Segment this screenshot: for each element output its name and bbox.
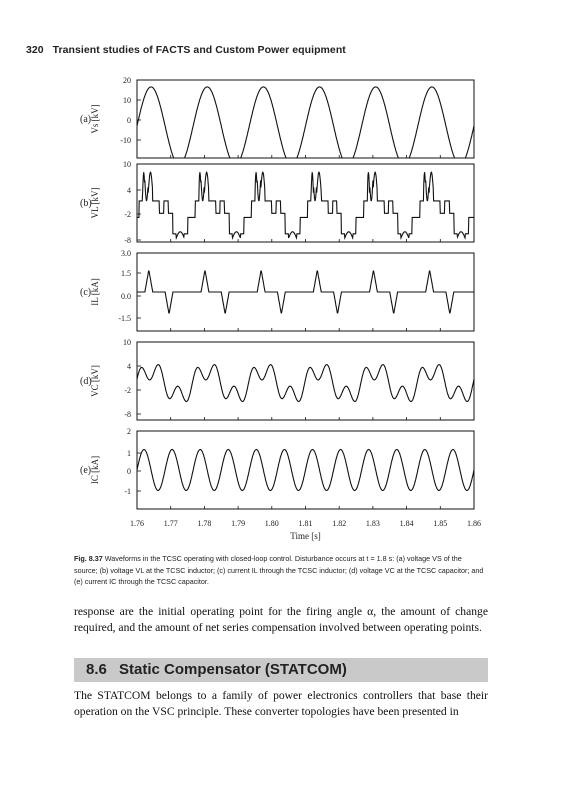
x-tick-label: 1.79 bbox=[231, 519, 246, 528]
y-axis-label: VL [kV] bbox=[90, 187, 100, 219]
y-tick-label: 2 bbox=[127, 427, 131, 436]
waveform-line bbox=[137, 450, 474, 491]
x-tick-label: 1.85 bbox=[433, 519, 448, 528]
panel-label: (c) bbox=[80, 287, 92, 298]
y-tick-label: 10 bbox=[123, 160, 131, 169]
section-heading bbox=[74, 658, 488, 682]
waveform-line bbox=[137, 271, 474, 313]
x-tick-label: 1.82 bbox=[332, 519, 347, 528]
section-title: Static Compensator (STATCOM) bbox=[119, 661, 347, 678]
waveform-line bbox=[137, 365, 474, 402]
y-tick-label: -1.5 bbox=[118, 314, 131, 323]
figure-label: Fig. 8.37 bbox=[74, 554, 103, 563]
running-title: Transient studies of FACTS and Custom Power equipment bbox=[52, 44, 346, 56]
panel-label: (a) bbox=[80, 114, 92, 125]
x-tick-label: 1.84 bbox=[399, 519, 414, 528]
y-tick-label: 0 bbox=[127, 467, 131, 476]
panel-label: (b) bbox=[80, 198, 92, 209]
figure-caption-text: Waveforms in the TCSC operating with closed-loop control. Disturbance occurs at t = 1.8 s: (a) voltage VS of the source; (b) voltage VL at the TCSC inductor; (c) current IL through the TCSC inductor; (d) voltage VC at the TCSC capacitor; and (e) current IC through the TCSC capacitor. bbox=[74, 554, 484, 587]
y-axis-label: Vs [kV] bbox=[90, 104, 100, 134]
y-tick-label: 10 bbox=[123, 338, 131, 347]
x-axis-label: Time [s] bbox=[290, 531, 321, 541]
x-tick-label: 1.76 bbox=[130, 519, 144, 528]
x-tick-label: 1.81 bbox=[298, 519, 313, 528]
y-tick-label: 0.0 bbox=[121, 292, 131, 301]
y-axis-label: IC [kA] bbox=[90, 455, 100, 485]
y-axis-label: IL [kA] bbox=[90, 278, 100, 306]
page-number: 320 bbox=[26, 44, 44, 56]
y-tick-label: -8 bbox=[124, 236, 131, 245]
y-tick-label: 0 bbox=[127, 116, 131, 125]
y-tick-label: 4 bbox=[127, 186, 131, 195]
waveform-line bbox=[137, 172, 474, 238]
body-paragraph-1: response are the initial operating point for the firing angle α, the amount of change required, and the amount of net series compensation involved between operating points. bbox=[74, 605, 488, 634]
y-tick-label: -2 bbox=[124, 210, 131, 219]
x-tick-label: 1.83 bbox=[365, 519, 380, 528]
y-tick-label: 4 bbox=[127, 362, 131, 371]
waveform-line bbox=[137, 87, 474, 158]
x-tick-label: 1.86 bbox=[467, 519, 481, 528]
y-tick-label: 20 bbox=[123, 76, 131, 85]
panel-label: (d) bbox=[80, 376, 92, 387]
y-tick-label: 3.0 bbox=[121, 249, 131, 258]
y-tick-label: 1 bbox=[127, 449, 131, 458]
figure-caption bbox=[74, 553, 484, 588]
y-axis-label: VC [kV] bbox=[90, 365, 100, 397]
plot-frame bbox=[137, 80, 474, 158]
y-tick-label: -8 bbox=[124, 410, 131, 419]
x-tick-label: 1.77 bbox=[163, 519, 178, 528]
y-tick-label: -2 bbox=[124, 386, 131, 395]
body-paragraph-2: The STATCOM belongs to a family of power electronics controllers that base their operation on the VSC principle. These converter topologies have been presented in bbox=[74, 689, 488, 718]
x-tick-label: 1.78 bbox=[197, 519, 212, 528]
y-tick-label: 10 bbox=[123, 96, 131, 105]
section-number: 8.6 bbox=[86, 661, 107, 678]
y-tick-label: 1.5 bbox=[121, 269, 131, 278]
panel-label: (e) bbox=[80, 465, 92, 476]
x-tick-label: 1.80 bbox=[264, 519, 279, 528]
y-tick-label: -10 bbox=[120, 136, 131, 145]
y-tick-label: -1 bbox=[124, 487, 131, 496]
